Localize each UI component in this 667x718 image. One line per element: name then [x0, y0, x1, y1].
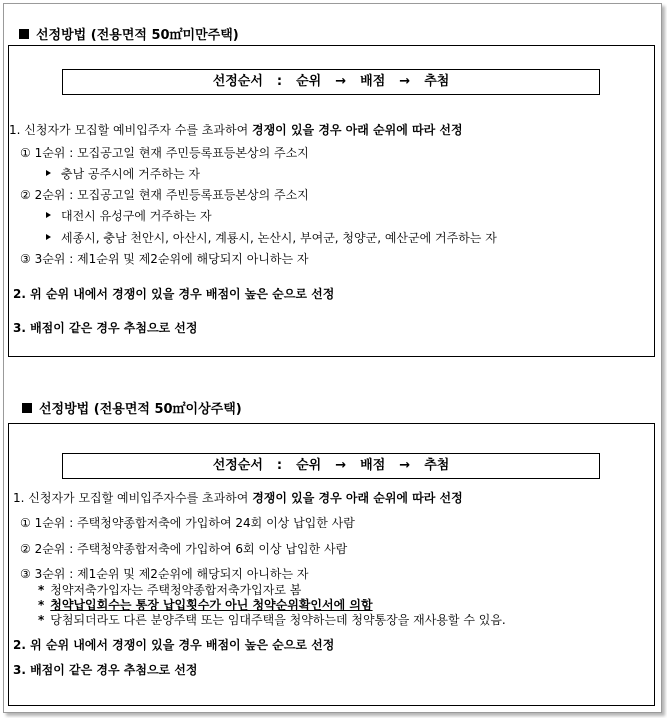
section1-rank2-sub1: 대전시 유성구에 거주하는 자: [46, 208, 212, 224]
order-colon: :: [276, 458, 283, 473]
asterisk-icon: *: [38, 598, 45, 612]
order-step-rank: 순위: [296, 74, 322, 89]
arrow-right-icon: →: [399, 458, 411, 473]
square-bullet-icon: [22, 403, 32, 413]
arrow-right-icon: →: [335, 74, 347, 89]
arrow-right-icon: →: [335, 458, 347, 473]
section2-item1: 1. 신청자가 모집할 예비입주자수를 초과하여 경쟁이 있을 경우 아래 순위에 따라 선정: [13, 491, 463, 505]
section2-heading-text: 선정방법 (전용면적 50㎡이상주택): [39, 402, 242, 417]
section2-item3: 3. 배점이 같은 경우 추첨으로 선정: [13, 663, 198, 677]
arrow-right-icon: →: [399, 74, 411, 89]
section2-rank3: ③ 3순위 : 제1순위 및 제2순위에 해당되지 아니하는 자: [20, 567, 309, 581]
triangle-bullet-icon: [46, 234, 51, 240]
order-step-score: 배점: [360, 458, 386, 473]
order-label: 선정순서: [212, 74, 263, 89]
triangle-bullet-icon: [46, 212, 51, 218]
section2-rank1: ① 1순위 : 주택청약종합저축에 가입하여 24회 이상 납입한 사람: [20, 516, 355, 530]
section2-heading: [22, 398, 242, 417]
order-step-score: 배점: [360, 74, 386, 89]
section1-item3: 3. 배점이 같은 경우 추첨으로 선정: [13, 321, 198, 335]
section1-rank2: ② 2순위 : 모집공고일 현재 주빈등록표등본상의 주소지: [20, 188, 309, 202]
section1-order-box: [62, 69, 600, 95]
section1-rank1-sub: 충남 공주시에 거주하는 자: [46, 166, 200, 182]
section2-note1: * 청약저축가입자는 주택청약종합저축가입자로 봄: [38, 583, 302, 597]
order-step-lottery: 추첨: [424, 74, 450, 89]
order-step-rank: 순위: [296, 458, 322, 473]
section2-note2: * 청약납입회수는 통장 납입횟수가 아닌 청약순위확인서에 의함: [38, 598, 373, 612]
section2-item2: 2. 위 순위 내에서 경쟁이 있을 경우 배점이 높은 순으로 선정: [13, 638, 335, 652]
asterisk-icon: *: [38, 613, 45, 627]
section1-item1: 1. 신청자가 모집할 예비입주자 수를 초과하여 경쟁이 있을 경우 아래 순위에 따라 선정: [9, 123, 463, 137]
section1-rank3: ③ 3순위 : 제1순위 및 제2순위에 해당되지 아니하는 자: [20, 252, 309, 266]
section2-rank2: ② 2순위 : 주택청약종합저축에 가입하여 6회 이상 납입한 사람: [20, 542, 348, 556]
section1-item2: 2. 위 순위 내에서 경쟁이 있을 경우 배점이 높은 순으로 선정: [13, 287, 335, 301]
section2-order-box: [62, 453, 600, 479]
section1-heading: [19, 24, 239, 43]
section1-rank1: ① 1순위 : 모집공고일 현재 주민등록표등본상의 주소지: [20, 146, 309, 160]
section2-note3: * 당첨되더라도 다른 분양주택 또는 임대주택을 청약하는데 청약통장을 재사용할 수 있음.: [38, 613, 506, 627]
section1-rank2-sub2: 세종시, 충남 천안시, 아산시, 계룡시, 논산시, 부여군, 청양군, 예산군에 거주하는 자: [46, 230, 497, 246]
square-bullet-icon: [19, 29, 29, 39]
order-step-lottery: 추첨: [424, 458, 450, 473]
asterisk-icon: *: [38, 583, 45, 597]
triangle-bullet-icon: [46, 170, 51, 176]
order-label: 선정순서: [212, 458, 263, 473]
section1-heading-text: 선정방법 (전용면적 50㎡미만주택): [36, 28, 239, 43]
order-colon: :: [276, 74, 283, 89]
